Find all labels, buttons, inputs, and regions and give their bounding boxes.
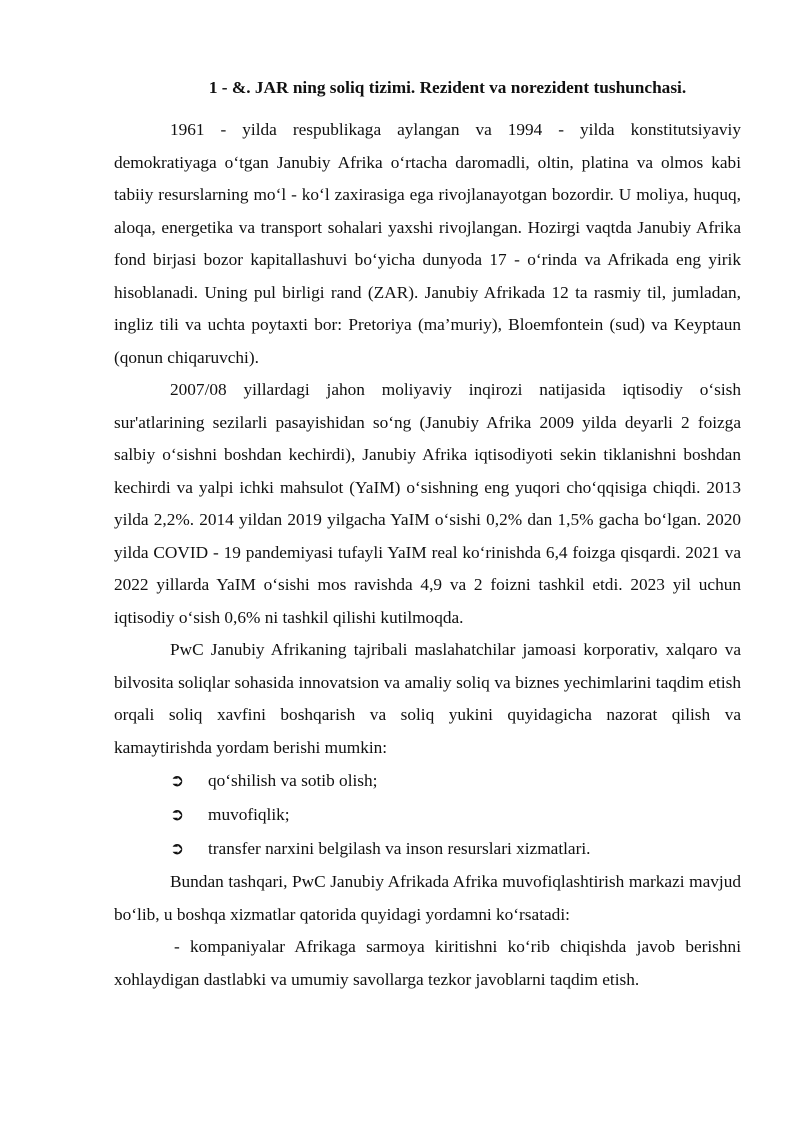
arrow-bullet-icon: ➲ — [170, 839, 185, 859]
arrow-bullet-icon: ➲ — [170, 771, 185, 791]
paragraph-pwc-services: PwC Janubiy Afrikaning tajribali maslahatchilar jamoasi korporativ, xalqaro va bilvosita soliqlar sohasida innovatsion va amaliy soliq va biznes yechimlarini taqdim etish orqali soliq xavfini boshqarish va soliq yukini quyidagicha nazorat qilish va kamaytirishda yordam berishi mumkin: — [114, 640, 741, 757]
paragraph-history: 1961 - yilda respublikaga aylangan va 1994 - yilda konstitutsiyaviy demokratiyaga oʻtgan Janubiy Afrika oʻrtacha daromadli, oltin, platina va olmos kabi tabiiy resurslarning moʻl - koʻl zaxirasiga ega rivojlanayotgan bozordir. U moliya, huquq, aloqa, energetika va transport sohalari yaxshi rivojlangan. Hozirgi vaqtda Janubiy Afrika fond birjasi bozor kapitallashuvi boʻyicha dunyoda 17 - oʻrinda va Afrikada eng yirik hisoblanadi. Uning pul birligi rand (ZAR). Janubiy Afrikada 12 ta rasmiy til, jumladan, ingliz tili va uchta poytaxti bor: Pretoriya (ma’muriy), Bloemfontein (sud) va Keyptaun (qonun chiqaruvchi). — [114, 120, 741, 367]
list-item-text: qoʻshilish va sotib olish; — [208, 771, 378, 790]
services-list — [114, 764, 741, 866]
arrow-bullet-icon: ➲ — [170, 805, 185, 825]
paragraph-coordination-centre: Bundan tashqari, PwC Janubiy Afrikada Afrika muvofiqlashtirish markazi mavjud boʻlib, u boshqa xizmatlar qatorida quyidagi yordamni koʻrsatadi: — [114, 872, 741, 924]
list-item-text: transfer narxini belgilash va inson resurslari xizmatlari. — [208, 839, 591, 858]
paragraph-economy: 2007/08 yillardagi jahon moliyaviy inqirozi natijasida iqtisodiy oʻsish sur'atlarining sezilarli pasayishidan soʻng (Janubiy Afrika 2009 yilda deyarli 2 foizga salbiy oʻsishni boshdan kechirdi), Janubiy Afrika iqtisodiyoti sekin tiklanishni boshdan kechirdi va yalpi ichki mahsulot (YaIM) oʻsishning eng yuqori choʻqqisiga chiqdi. 2013 yilda 2,2%. 2014 yildan 2019 yilgacha YaIM oʻsishi 0,2% dan 1,5% gacha boʻlgan. 2020 yilda COVID - 19 pandemiyasi tufayli YaIM real koʻrinishda 6,4 foizga qisqardi. 2021 va 2022 yillarda YaIM oʻsishi mos ravishda 4,9 va 2 foizni tashkil etdi. 2023 yil uchun iqtisodiy oʻsish 0,6% ni tashkil qilishi kutilmoqda. — [114, 380, 741, 627]
document-title: 1 - &. JAR ning soliq tizimi. Rezident va norezident tushunchasi. — [208, 78, 687, 97]
list-item-text: muvofiqlik; — [208, 805, 290, 824]
list-item — [114, 764, 741, 798]
document-content — [114, 72, 741, 996]
paragraph-dash-item: - kompaniyalar Afrikaga sarmoya kiritishni koʻrib chiqishda javob berishni xohlaydigan dastlabki va umumiy savollarga tezkor javoblarni taqdim etish. — [114, 937, 741, 989]
list-item — [114, 798, 741, 832]
list-item — [114, 832, 741, 866]
